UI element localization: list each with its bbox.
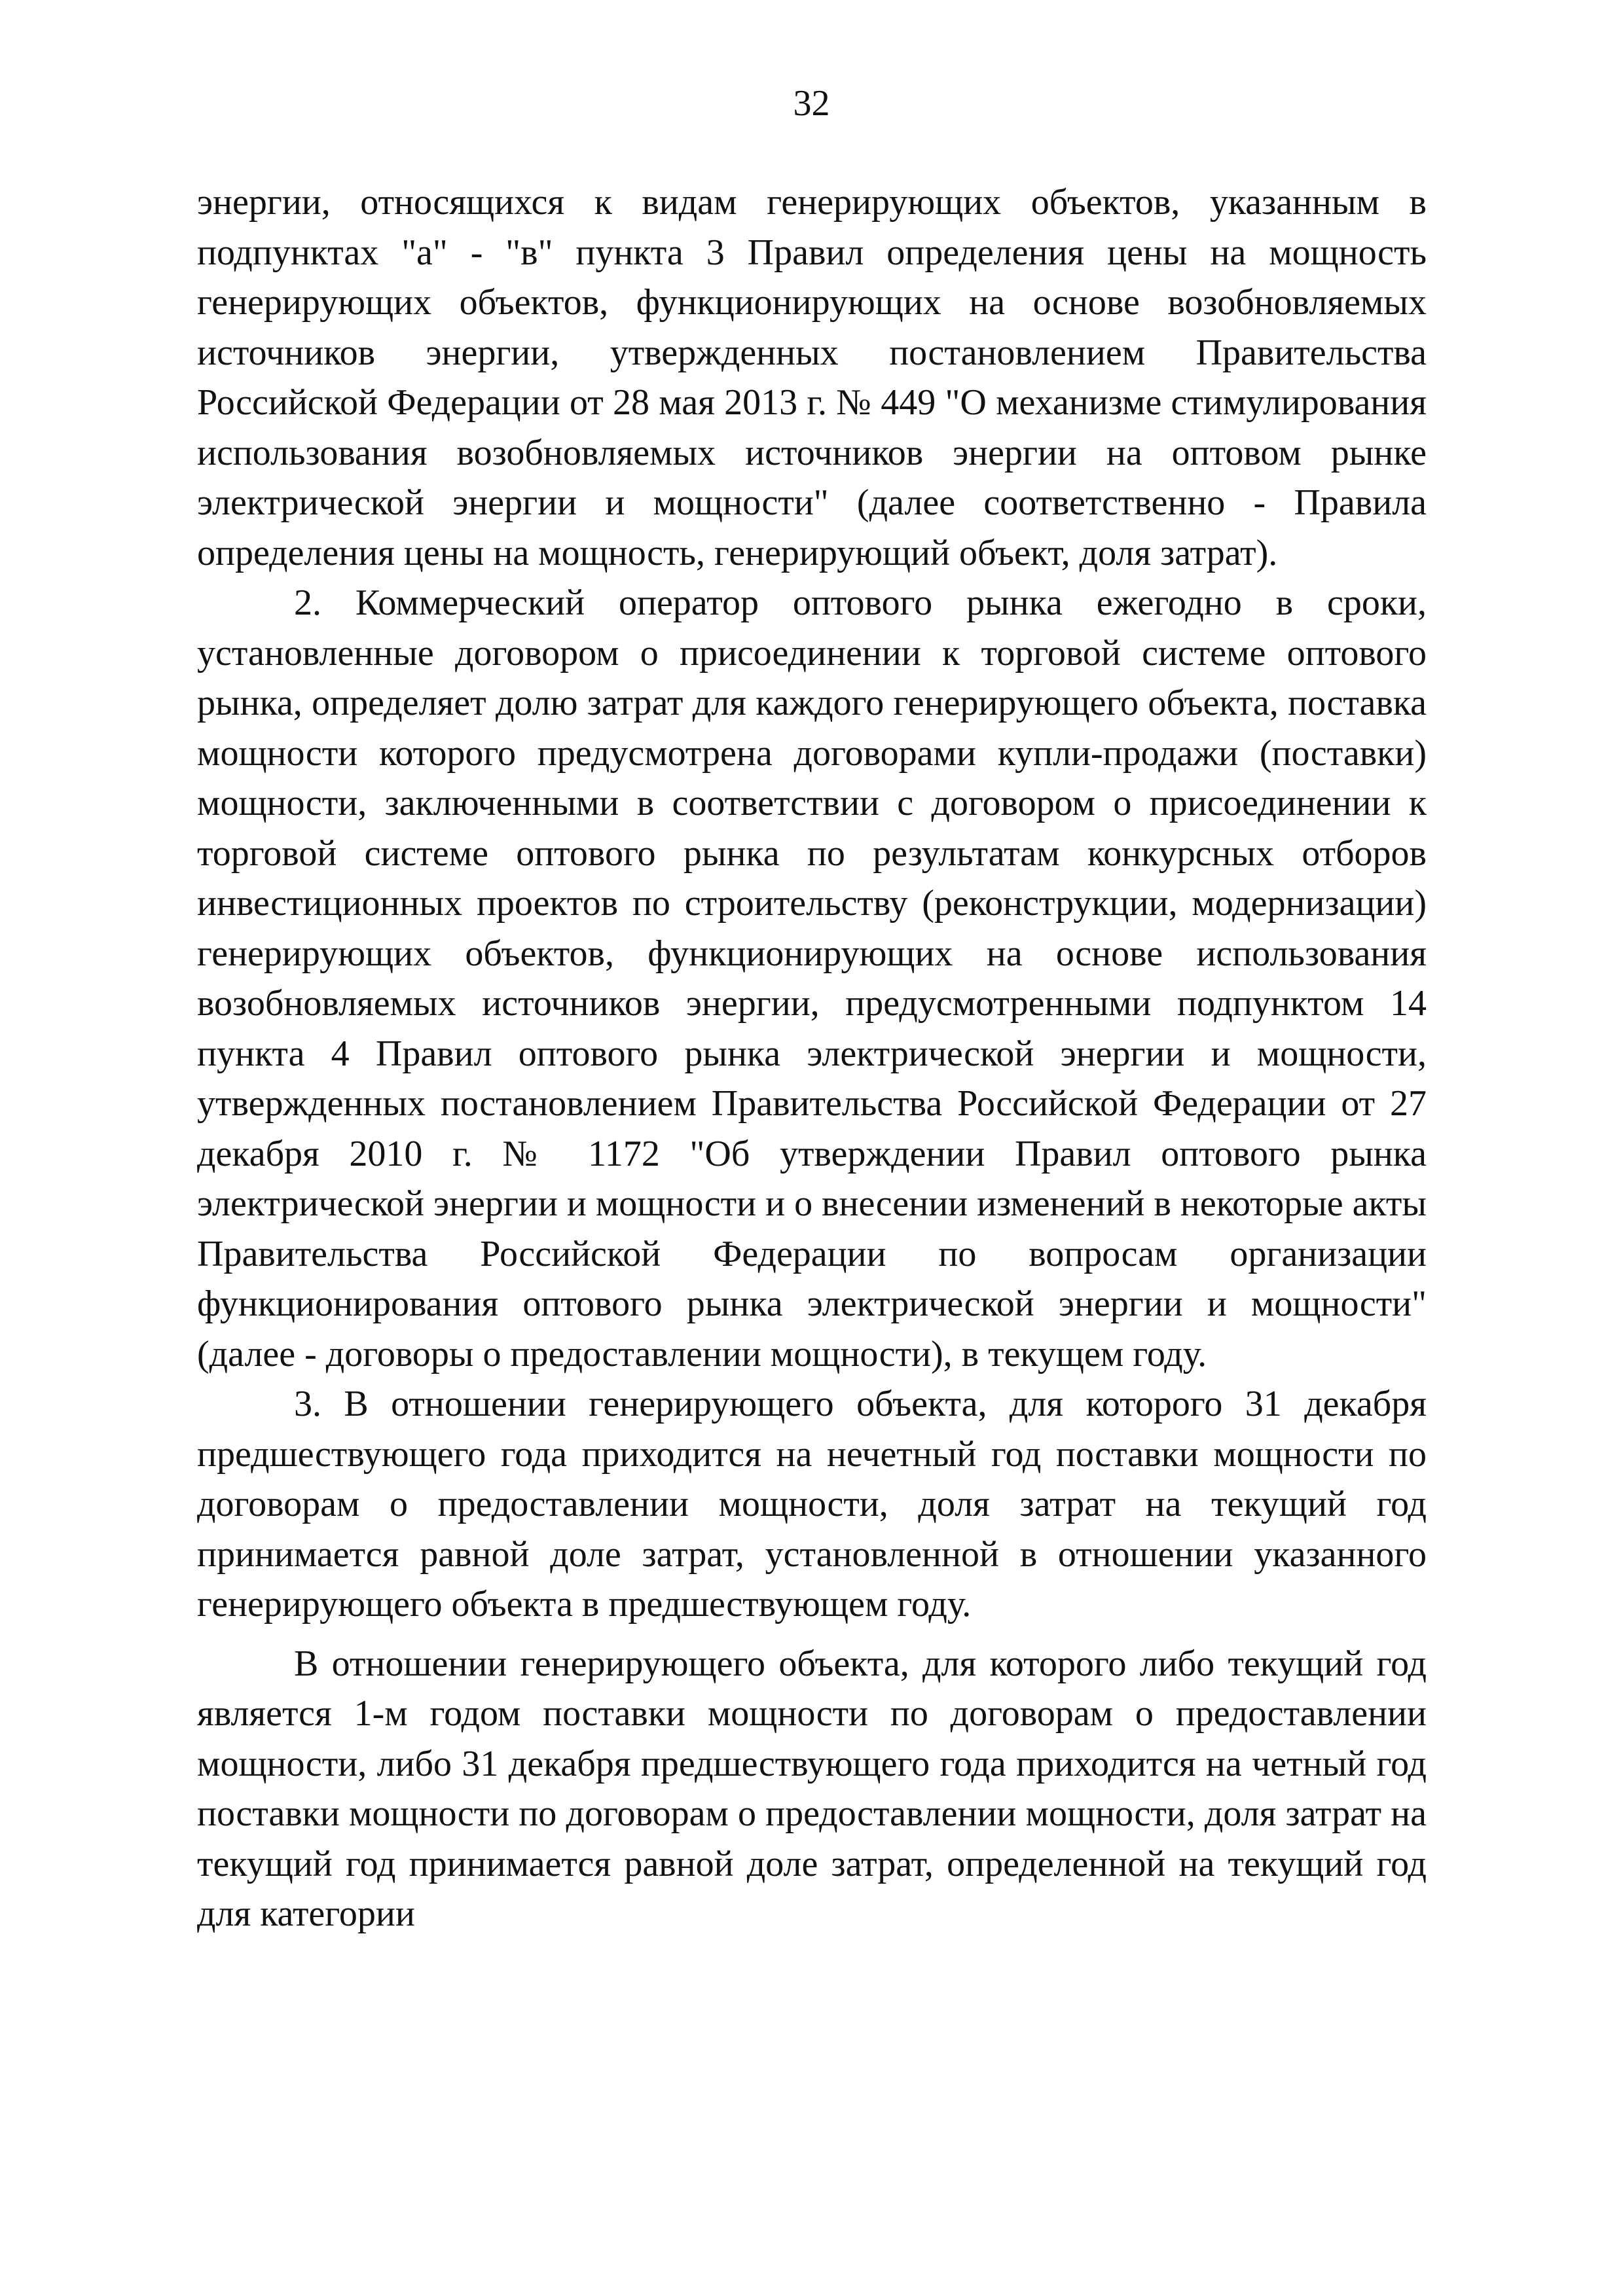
paragraph-item-3-continued: В отношении генерирующего объекта, для которого либо текущий год является 1-м годом поставки мощности по договорам о предоставлении мощности, либо 31 декабря предшествующего года приходится на четный год поставки мощности по договорам о предоставлении мощности, доля затрат на текущий год принимается равной доле затрат, определенной на текущий год для категории [197,1643,1427,1934]
paragraph-item-3: 3. В отношении генерирующего объекта, для которого 31 декабря предшествующего года приходится на нечетный год поставки мощности по договорам о предоставлении мощности, доля затрат на текущий год принимается равной доле затрат, установленной в отношении указанного генерирующего объекта в предшествующем году. [197,1384,1427,1624]
page-number: 32 [793,83,830,124]
document-body [197,177,1427,1939]
paragraph-continuation: энергии, относящихся к видам генерирующих объектов, указанным в подпунктах "а" - "в" пункта 3 Правил определения цены на мощность генерирующих объектов, функционирующих на основе возобновляемых источников энергии, утвержденных постановлением Правительства Российской Федерации от 28 мая 2013 г. № 449 "О механизме стимулирования использования возобновляемых источников энергии на оптовом рынке электрической энергии и мощности" (далее соответственно - Правила определения цены на мощность, генерирующий объект, доля затрат). [197,182,1427,573]
paragraph-item-2: 2. Коммерческий оператор оптового рынка ежегодно в сроки, установленные договором о присоединении к торговой системе оптового рынка, определяет долю затрат для каждого генерирующего объекта, поставка мощности которого предусмотрена договорами купли-продажи (поставки) мощности, заключенными в соответствии с договором о присоединении к торговой системе оптового рынка по результатам конкурсных отборов инвестиционных проектов по строительству (реконструкции, модернизации) генерирующих объектов, функционирующих на основе использования возобновляемых источников энергии, предусмотренными подпунктом 14 пункта 4 Правил оптового рынка электрической энергии и мощности, утвержденных постановлением Правительства Российской Федерации от 27 декабря 2010 г. № 1172 "Об утверждении Правил оптового рынка электрической энергии и мощности и о внесении изменений в некоторые акты Правительства Российской Федерации по вопросам организации функционирования оптового рынка электрической энергии и мощности" (далее - договоры о предоставлении мощности), в текущем году. [197,583,1427,1374]
